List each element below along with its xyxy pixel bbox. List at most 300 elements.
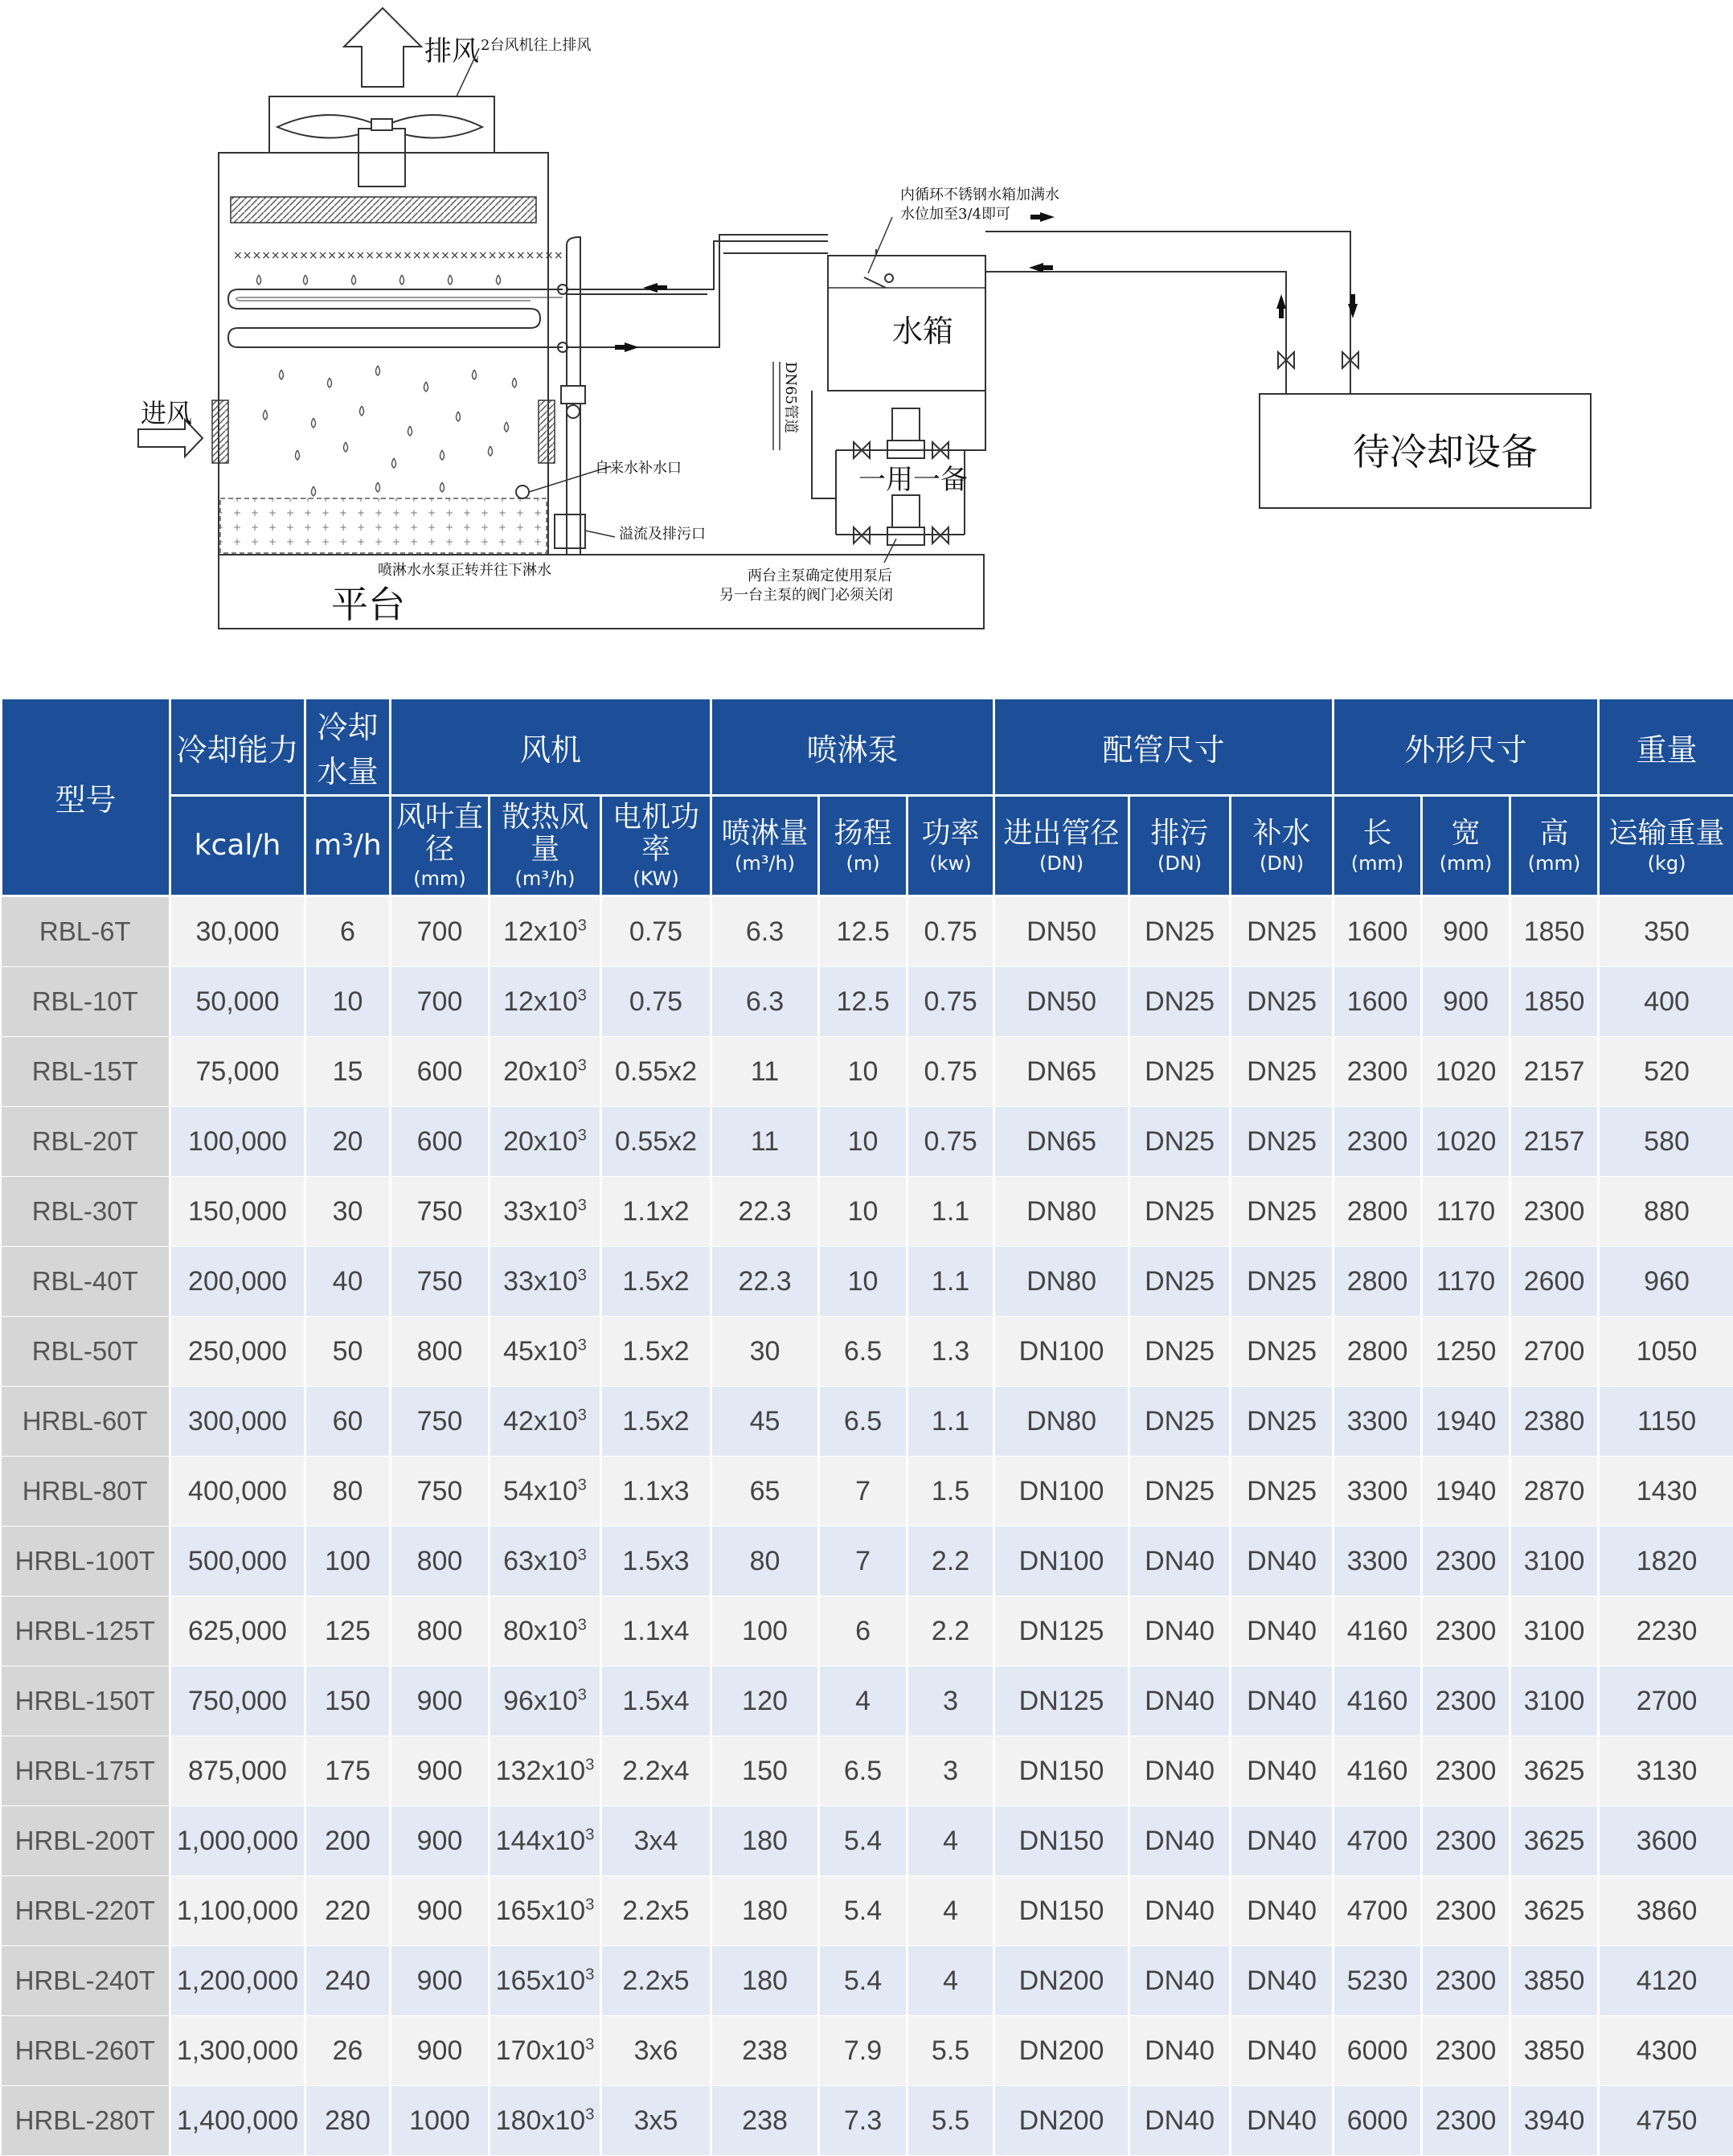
cell-value: 1,400,000 xyxy=(177,2105,298,2136)
table-cell xyxy=(601,1317,711,1387)
exhaust-label: 排风 xyxy=(424,35,479,68)
table-cell xyxy=(819,1666,907,1736)
table-cell xyxy=(170,2016,305,2086)
cell-value: 1850 xyxy=(1524,986,1585,1017)
table-cell xyxy=(170,2086,305,2156)
spec-table xyxy=(0,697,1733,2156)
table-cell xyxy=(907,1107,994,1177)
cell-value: DN40 xyxy=(1247,1965,1317,1996)
table-cell xyxy=(1599,1666,1733,1736)
table-cell xyxy=(1422,1597,1510,1666)
cell-value: 2300 xyxy=(1524,1196,1585,1227)
table-cell xyxy=(1334,1107,1422,1177)
spec-table-body xyxy=(2,896,1733,2156)
airflow-exponent: 3 xyxy=(585,1965,594,1983)
subheader-unit: (DN) xyxy=(1130,853,1229,874)
table-cell xyxy=(1599,1247,1733,1317)
cell-value: 1850 xyxy=(1524,916,1585,947)
cell-value: 2157 xyxy=(1524,1126,1585,1157)
cell-value: 5.5 xyxy=(932,2105,969,2136)
table-cell xyxy=(1422,1527,1510,1597)
cell-value: RBL-15T xyxy=(32,1056,138,1086)
cell-value: 1.1x4 xyxy=(622,1616,689,1646)
table-cell xyxy=(1422,1666,1510,1736)
cell-value: 6000 xyxy=(1347,2035,1408,2066)
cell-value: 1.5x2 xyxy=(622,1266,689,1297)
table-cell xyxy=(711,2086,819,2156)
cell-value: DN40 xyxy=(1145,2035,1215,2066)
cell-value: 580 xyxy=(1644,1126,1690,1157)
table-cell xyxy=(907,1806,994,1876)
table-row xyxy=(2,1247,1733,1317)
cell-value: 520 xyxy=(1644,1056,1690,1087)
cell-value: 33x10 xyxy=(503,1266,578,1297)
table-cell xyxy=(907,1527,994,1597)
cell-value: 1430 xyxy=(1637,1476,1698,1506)
table-cell xyxy=(1334,1597,1422,1666)
cell-value: DN65 xyxy=(1026,1056,1096,1087)
table-cell xyxy=(601,2016,711,2086)
cell-value: 40 xyxy=(333,1266,363,1297)
table-cell xyxy=(490,2016,601,2086)
cell-value: 625,000 xyxy=(188,1616,287,1646)
table-cell xyxy=(170,1736,305,1806)
table-cell xyxy=(601,1107,711,1177)
makeup-label: 自来水补水口 xyxy=(595,460,682,477)
table-cell xyxy=(1231,1177,1334,1247)
cell-value: 2300 xyxy=(1436,1686,1497,1716)
table-cell xyxy=(1422,1876,1510,1946)
table-cell xyxy=(1231,1387,1334,1457)
cell-value: 800 xyxy=(417,1616,463,1646)
cell-value: 170x10 xyxy=(496,2035,586,2066)
header-row-groups xyxy=(2,699,1733,796)
cell-value: 2300 xyxy=(1347,1126,1408,1157)
table-cell xyxy=(711,1527,819,1597)
cell-value: 3600 xyxy=(1637,1826,1698,1856)
table-cell xyxy=(391,1736,490,1806)
table-row xyxy=(2,1317,1733,1387)
subheader-unit: (m) xyxy=(820,853,906,874)
table-cell xyxy=(1510,1666,1599,1736)
table-cell xyxy=(1599,1736,1733,1806)
cell-value: HRBL-60T xyxy=(23,1406,148,1436)
table-cell xyxy=(391,967,490,1037)
subheader-cell xyxy=(1510,796,1599,896)
cell-value: 4 xyxy=(943,1896,958,1926)
table-cell xyxy=(907,1736,994,1806)
table-cell xyxy=(1334,896,1422,967)
cell-value: 30 xyxy=(750,1336,780,1367)
subheader-unit: (mm) xyxy=(1423,853,1509,874)
cell-value: 63x10 xyxy=(503,1546,578,1576)
table-cell xyxy=(1510,1876,1599,1946)
cell-value: 6.5 xyxy=(844,1336,882,1367)
table-cell xyxy=(819,967,907,1037)
table-cell xyxy=(391,1457,490,1527)
cell-value: RBL-20T xyxy=(32,1126,138,1156)
table-cell xyxy=(490,1876,601,1946)
header-cooling-capacity: 冷却能力 xyxy=(170,699,305,796)
table-cell xyxy=(1599,1177,1733,1247)
table-cell xyxy=(170,1527,305,1597)
model-cell xyxy=(2,1107,170,1177)
table-cell xyxy=(819,1247,907,1317)
cell-value: 165x10 xyxy=(496,1896,586,1926)
cell-value: 2300 xyxy=(1436,2105,1497,2136)
table-cell xyxy=(1334,967,1422,1037)
cell-value: 175 xyxy=(325,1756,371,1786)
cell-value: 2.2 xyxy=(932,1616,969,1646)
table-cell xyxy=(490,967,601,1037)
cell-value: DN50 xyxy=(1026,916,1096,947)
cell-value: 26 xyxy=(333,2035,363,2066)
airflow-exponent: 3 xyxy=(585,2035,594,2053)
cell-value: 0.75 xyxy=(924,1056,977,1087)
cell-value: DN25 xyxy=(1145,1406,1215,1437)
airflow-exponent: 3 xyxy=(578,916,587,934)
cell-value: 20x10 xyxy=(503,1126,578,1157)
table-cell xyxy=(1334,2016,1422,2086)
cell-value: 1600 xyxy=(1347,986,1408,1017)
table-cell xyxy=(1334,1457,1422,1527)
table-cell xyxy=(1129,1387,1231,1457)
table-cell xyxy=(711,1666,819,1736)
subheader-label: 宽 xyxy=(1452,817,1481,850)
table-cell xyxy=(994,2086,1129,2156)
cell-value: 1.5x4 xyxy=(622,1686,689,1716)
overflow-label: 溢流及排污口 xyxy=(619,526,706,543)
subheader-cell xyxy=(907,796,994,896)
header-model: 型号 xyxy=(2,699,170,896)
table-cell xyxy=(907,1387,994,1457)
cell-value: 250,000 xyxy=(188,1336,287,1367)
table-cell xyxy=(391,1317,490,1387)
table-cell xyxy=(994,1317,1129,1387)
table-row xyxy=(2,896,1733,967)
table-cell xyxy=(305,1317,391,1387)
table-cell xyxy=(994,1177,1129,1247)
cell-value: 900 xyxy=(417,1756,463,1786)
table-cell xyxy=(1510,1107,1599,1177)
table-cell xyxy=(391,2086,490,2156)
cell-value: 2.2x5 xyxy=(622,1896,689,1926)
table-cell xyxy=(907,1666,994,1736)
cell-value: 12x10 xyxy=(503,916,578,947)
cell-value: DN40 xyxy=(1145,2105,1215,2136)
cell-value: 1.3 xyxy=(932,1336,969,1367)
table-row xyxy=(2,1037,1733,1107)
cell-value: 7 xyxy=(855,1546,871,1576)
cell-value: 80x10 xyxy=(503,1616,578,1646)
subheader-cell xyxy=(391,796,490,896)
cell-value: 1020 xyxy=(1436,1056,1497,1087)
cooling-tower-diagram xyxy=(0,0,1733,675)
cell-value: 0.75 xyxy=(924,916,977,947)
table-row xyxy=(2,1177,1733,1247)
cell-value: 875,000 xyxy=(188,1756,287,1786)
platform-label: 平台 xyxy=(331,583,405,626)
cell-value: 60 xyxy=(333,1406,363,1437)
table-cell xyxy=(1334,1177,1422,1247)
subheader-label: 运输重量 xyxy=(1609,817,1725,850)
cell-value: 2800 xyxy=(1347,1196,1408,1227)
table-cell xyxy=(1129,2086,1231,2156)
cell-value: DN100 xyxy=(1019,1336,1104,1367)
table-cell xyxy=(1231,1457,1334,1527)
cell-value: 54x10 xyxy=(503,1476,578,1506)
coil-pipes xyxy=(558,235,828,352)
table-cell xyxy=(1422,1946,1510,2016)
table-cell xyxy=(711,1946,819,2016)
table-cell xyxy=(170,1876,305,1946)
cell-value: 500,000 xyxy=(188,1546,287,1576)
cell-value: 150 xyxy=(325,1686,371,1716)
model-cell xyxy=(2,896,170,967)
cell-value: 1020 xyxy=(1436,1126,1497,1157)
cell-value: 1250 xyxy=(1436,1336,1497,1367)
table-cell xyxy=(1129,1876,1231,1946)
header-spray-pump: 喷淋泵 xyxy=(711,699,994,796)
airflow-exponent: 3 xyxy=(578,1476,587,1494)
cell-value: 180 xyxy=(742,1896,788,1926)
table-cell xyxy=(819,1107,907,1177)
table-cell xyxy=(1510,1247,1599,1317)
table-cell xyxy=(1129,1247,1231,1317)
table-row xyxy=(2,2016,1733,2086)
table-cell xyxy=(601,1177,711,1247)
cell-value: DN40 xyxy=(1145,1546,1215,1576)
cell-value: 180 xyxy=(742,1965,788,1996)
cell-value: 960 xyxy=(1644,1266,1690,1297)
table-cell xyxy=(819,1457,907,1527)
cell-value: 1.1x3 xyxy=(622,1476,689,1506)
table-cell xyxy=(994,1806,1129,1876)
header-row-subheaders xyxy=(2,796,1733,896)
table-cell xyxy=(711,896,819,967)
table-cell xyxy=(305,1177,391,1247)
table-row xyxy=(2,1946,1733,2016)
model-cell xyxy=(2,1806,170,1876)
header-cooling-water: 冷却水量 xyxy=(305,699,391,796)
water-basin xyxy=(220,498,547,553)
cell-value: HRBL-150T xyxy=(15,1686,155,1715)
cell-value: HRBL-175T xyxy=(15,1756,155,1785)
table-row xyxy=(2,2086,1733,2156)
table-cell xyxy=(601,1037,711,1107)
table-cell xyxy=(1334,1666,1422,1736)
subheader-label: 高 xyxy=(1540,817,1569,850)
cell-value: 900 xyxy=(1443,986,1489,1017)
airflow-exponent: 3 xyxy=(578,1546,587,1564)
table-cell xyxy=(1599,896,1733,967)
table-cell xyxy=(1334,2086,1422,2156)
cell-value: 240 xyxy=(325,1965,371,1996)
subheader-label: 排污 xyxy=(1151,817,1209,850)
cell-value: 10 xyxy=(848,1126,879,1157)
cell-value: 132x10 xyxy=(496,1756,586,1786)
table-cell xyxy=(1129,967,1231,1037)
cell-value: 2300 xyxy=(1436,1756,1497,1786)
airflow-exponent: 3 xyxy=(578,1056,587,1074)
table-cell xyxy=(1422,1317,1510,1387)
table-row xyxy=(2,1876,1733,1946)
subheader-cell xyxy=(490,796,601,896)
flow-arrow-right-icon xyxy=(1040,212,1055,222)
table-cell xyxy=(305,1806,391,1876)
cell-value: 11 xyxy=(751,1126,779,1157)
table-cell xyxy=(819,1806,907,1876)
table-cell xyxy=(1422,1247,1510,1317)
table-cell xyxy=(1510,1597,1599,1666)
cell-value: RBL-6T xyxy=(39,916,131,946)
table-cell xyxy=(170,1946,305,2016)
tank-note-2: 水位加至3/4即可 xyxy=(900,206,1010,223)
table-cell xyxy=(1510,967,1599,1037)
table-cell xyxy=(391,1666,490,1736)
cell-value: 2230 xyxy=(1637,1616,1698,1646)
cell-value: 1150 xyxy=(1637,1406,1696,1437)
table-cell xyxy=(1231,1946,1334,2016)
cell-value: DN80 xyxy=(1026,1196,1096,1227)
subheader-label: 扬程 xyxy=(834,817,892,850)
subheader-cell xyxy=(305,796,391,896)
cell-value: 800 xyxy=(417,1336,463,1367)
cell-value: 1.5x2 xyxy=(622,1406,689,1437)
eliminator-mesh xyxy=(231,197,536,223)
cell-value: DN25 xyxy=(1145,1266,1215,1297)
cell-value: DN25 xyxy=(1247,986,1317,1017)
table-cell xyxy=(819,1317,907,1387)
cell-value: 1050 xyxy=(1637,1336,1698,1367)
cell-value: 4750 xyxy=(1637,2105,1698,2136)
subheader-unit: (kw) xyxy=(908,853,993,874)
table-cell xyxy=(1334,1037,1422,1107)
flow-arrow-down-icon xyxy=(1348,304,1358,318)
subheader-unit: (mm) xyxy=(391,868,488,889)
table-cell xyxy=(711,1177,819,1247)
cell-value: 900 xyxy=(417,1965,463,1996)
table-cell xyxy=(1599,1107,1733,1177)
cell-value: 7.3 xyxy=(844,2105,882,2136)
cell-value: 33x10 xyxy=(503,1196,578,1227)
cell-value: 65 xyxy=(750,1476,780,1506)
cell-value: 600 xyxy=(417,1126,463,1157)
cell-value: DN40 xyxy=(1247,2105,1317,2136)
table-cell xyxy=(1422,1806,1510,1876)
cell-value: 3300 xyxy=(1347,1406,1408,1437)
cell-value: 900 xyxy=(417,1826,463,1856)
cell-value: 750 xyxy=(417,1476,463,1506)
table-cell xyxy=(1510,1736,1599,1806)
cell-value: 15 xyxy=(333,1056,363,1087)
table-cell xyxy=(1231,2086,1334,2156)
subheader-cell xyxy=(1231,796,1334,896)
model-cell xyxy=(2,1527,170,1597)
cell-value: 1.1 xyxy=(932,1266,969,1297)
cell-value: DN25 xyxy=(1247,1196,1317,1227)
model-cell xyxy=(2,967,170,1037)
table-cell xyxy=(1129,1527,1231,1597)
cell-value: DN40 xyxy=(1247,1546,1317,1576)
cell-value: 2700 xyxy=(1637,1686,1698,1716)
table-cell xyxy=(711,1037,819,1107)
cell-value: RBL-10T xyxy=(32,986,138,1016)
subheader-unit: (m³/h) xyxy=(490,868,600,889)
airflow-exponent: 3 xyxy=(578,1686,587,1703)
subheader-label: 进出管径 xyxy=(1004,817,1120,850)
cell-value: 750 xyxy=(417,1266,463,1297)
table-cell xyxy=(1129,1946,1231,2016)
table-cell xyxy=(1129,1666,1231,1736)
table-cell xyxy=(907,2016,994,2086)
table-cell xyxy=(305,1736,391,1806)
table-cell xyxy=(601,1387,711,1457)
table-row xyxy=(2,1736,1733,1806)
table-cell xyxy=(994,1736,1129,1806)
cell-value: 50 xyxy=(333,1336,363,1367)
cell-value: 3100 xyxy=(1524,1616,1585,1646)
cell-value: DN150 xyxy=(1019,1896,1104,1926)
table-cell xyxy=(819,1597,907,1666)
table-cell xyxy=(711,1317,819,1387)
table-row xyxy=(2,1597,1733,1666)
table-cell xyxy=(994,2016,1129,2086)
cell-value: DN40 xyxy=(1247,1826,1317,1856)
cell-value: 300,000 xyxy=(188,1406,287,1437)
pump-note-2: 另一台主泵的阀门必须关闭 xyxy=(719,587,893,604)
airflow-exponent: 3 xyxy=(578,1126,587,1144)
table-cell xyxy=(1422,2016,1510,2086)
table-cell xyxy=(994,1387,1129,1457)
cell-value: HRBL-125T xyxy=(15,1616,155,1646)
table-cell xyxy=(1129,1457,1231,1527)
cell-value: 2380 xyxy=(1524,1406,1585,1437)
cell-value: DN25 xyxy=(1145,1126,1215,1157)
cell-value: 4160 xyxy=(1347,1686,1408,1716)
table-cell xyxy=(1599,1387,1733,1457)
cell-value: 80 xyxy=(333,1476,363,1506)
flow-arrow-left-icon xyxy=(643,283,658,293)
table-row xyxy=(2,1527,1733,1597)
table-cell xyxy=(391,1876,490,1946)
cell-value: DN125 xyxy=(1019,1616,1104,1646)
table-cell xyxy=(1422,896,1510,967)
table-cell xyxy=(819,1527,907,1597)
table-cell xyxy=(907,1946,994,2016)
table-cell xyxy=(1422,1736,1510,1806)
cell-value: 3x4 xyxy=(634,1826,678,1856)
cell-value: 7 xyxy=(855,1476,871,1506)
cell-value: 100,000 xyxy=(188,1126,287,1157)
table-cell xyxy=(1231,1107,1334,1177)
table-cell xyxy=(1510,1037,1599,1107)
cell-value: 3300 xyxy=(1347,1546,1408,1576)
table-cell xyxy=(907,2086,994,2156)
table-cell xyxy=(1334,1387,1422,1457)
table-cell xyxy=(1334,1946,1422,2016)
subheader-cell xyxy=(1422,796,1510,896)
table-cell xyxy=(907,1597,994,1666)
cell-value: 1170 xyxy=(1436,1196,1495,1227)
subheader-unit: (m³/h) xyxy=(712,853,817,874)
airflow-exponent: 3 xyxy=(585,1826,594,1843)
equipment-pipes xyxy=(985,232,1350,394)
table-cell xyxy=(1510,1387,1599,1457)
table-cell xyxy=(490,1247,601,1317)
table-cell xyxy=(305,967,391,1037)
tank-label: 水箱 xyxy=(892,314,953,349)
